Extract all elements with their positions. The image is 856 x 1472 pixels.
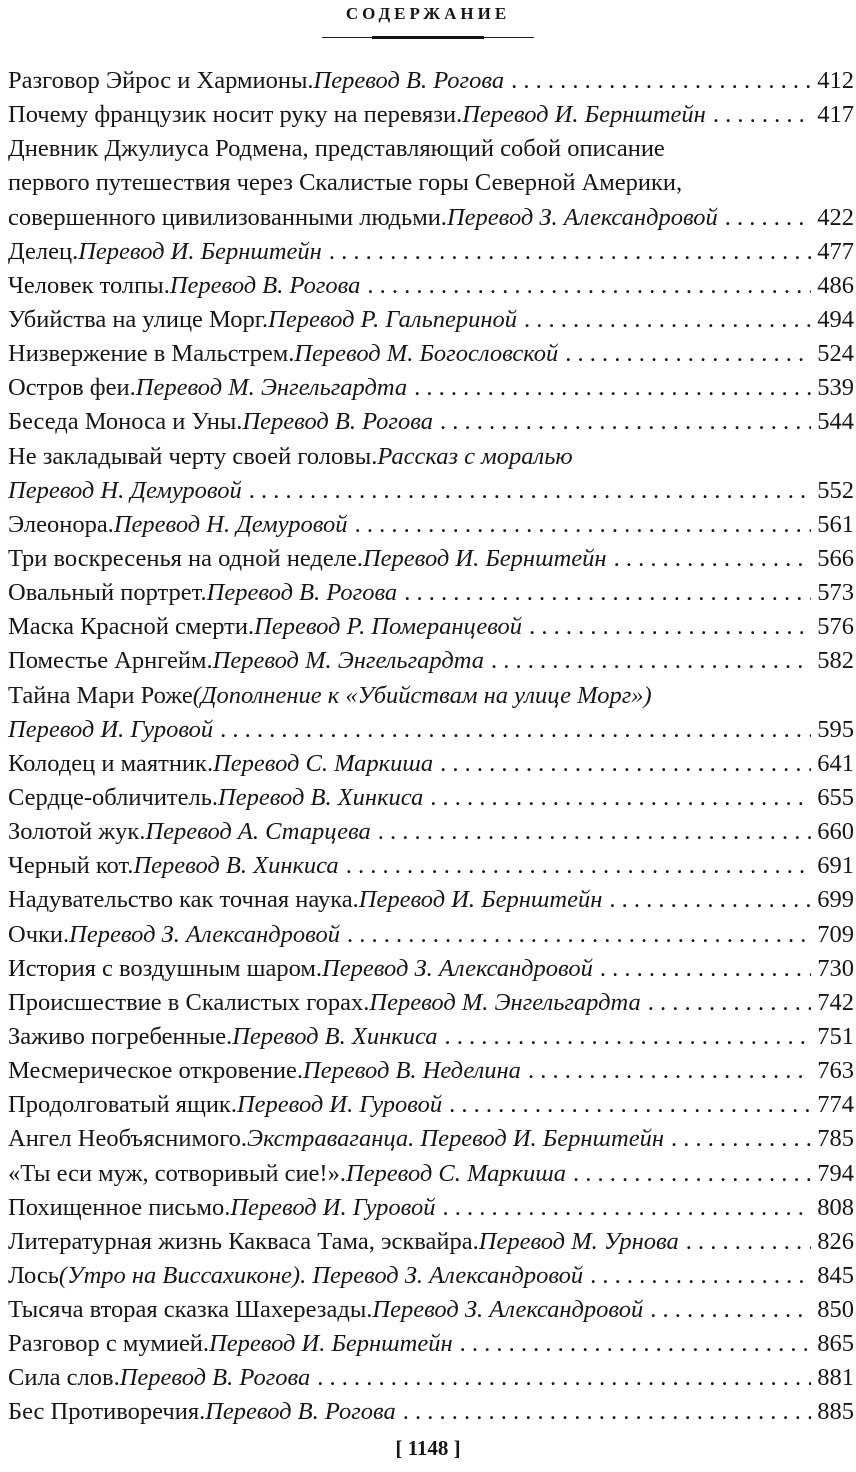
- toc-entry-title: Маска Красной смерти.: [8, 613, 255, 641]
- dot-leader: [524, 303, 811, 337]
- toc-entry[interactable]: [8, 303, 854, 337]
- toc-entry[interactable]: [8, 781, 854, 815]
- dot-leader: [648, 986, 812, 1020]
- toc-entry-page: 808: [817, 1193, 854, 1221]
- dot-leader: [590, 1259, 811, 1293]
- toc-line: [8, 1327, 854, 1361]
- toc-entry-translator: Перевод З. Александровой: [446, 203, 718, 231]
- toc-entry[interactable]: [8, 1225, 854, 1259]
- toc-line: [8, 303, 854, 337]
- dot-leader: [528, 1054, 811, 1088]
- toc-entry[interactable]: [8, 405, 854, 439]
- dot-leader: [609, 883, 811, 917]
- toc-entry-translator: Экстраваганца. Перевод И. Бернштейн: [247, 1125, 664, 1153]
- toc-line: [8, 405, 854, 439]
- toc-entry-title: Убийства на улице Морг.: [8, 305, 269, 333]
- toc-line: [8, 1054, 854, 1088]
- dot-leader: [511, 64, 811, 98]
- toc-line: [8, 440, 854, 474]
- toc-entry-title: Лось: [8, 1261, 59, 1289]
- page-number: [ 1148 ]: [395, 1436, 461, 1460]
- toc-entry-page: 699: [817, 886, 854, 914]
- dot-leader: [367, 269, 811, 303]
- toc-entry-translator: Перевод С. Маркиша: [213, 749, 434, 777]
- toc-line: [8, 679, 854, 713]
- toc-entry-translator: (Утро на Виссахиконе). Перевод З. Александровой: [58, 1261, 584, 1289]
- toc-line: [8, 235, 854, 269]
- toc-line: [8, 1122, 854, 1156]
- dot-leader: [565, 337, 811, 371]
- dot-leader: [650, 1293, 811, 1327]
- toc-entry[interactable]: [8, 132, 854, 234]
- toc-entry[interactable]: [8, 1157, 854, 1191]
- toc-entry-translator: Перевод М. Энгельгардта: [135, 374, 408, 402]
- dot-leader: [404, 576, 811, 610]
- toc-entry-translator: Перевод З. Александровой: [372, 1296, 644, 1324]
- table-of-contents: [8, 64, 854, 1430]
- dot-leader: [403, 1395, 811, 1429]
- toc-entry-translator: Перевод И. Гуровой: [8, 715, 214, 743]
- toc-line: [8, 98, 854, 132]
- toc-entry-page: 544: [817, 408, 854, 436]
- toc-entry-title: Бес Противоречия.: [8, 1398, 206, 1426]
- toc-line: [8, 610, 854, 644]
- toc-entry-translator: Перевод М. Энгельгардта: [369, 988, 641, 1016]
- toc-line: [8, 1259, 854, 1293]
- dot-leader: [329, 235, 811, 269]
- toc-entry[interactable]: [8, 644, 854, 678]
- toc-line: [8, 644, 854, 678]
- toc-entry-title: Происшествие в Скалистых горах.: [8, 988, 370, 1016]
- toc-entry-page: 794: [817, 1159, 854, 1187]
- dot-leader: [346, 849, 812, 883]
- toc-line: [8, 1088, 854, 1122]
- dot-leader: [249, 474, 812, 508]
- toc-line: [8, 815, 854, 849]
- toc-entry-translator: Перевод И. Бернштейн: [78, 237, 322, 265]
- toc-entry-page: 486: [817, 271, 854, 299]
- toc-entry-translator: Перевод З. Александровой: [322, 954, 593, 982]
- toc-entry-title: Ангел Необъяснимого.: [8, 1125, 248, 1153]
- toc-entry-title: Беседа Моноса и Уны.: [8, 408, 243, 436]
- dot-leader: [440, 747, 811, 781]
- toc-entry-title: Тысяча вторая сказка Шахерезады.: [8, 1296, 373, 1324]
- toc-entry-title: Поместье Арнгейм.: [8, 647, 213, 675]
- toc-line: [8, 132, 854, 166]
- dot-leader: [686, 1225, 812, 1259]
- toc-entry-page: 881: [817, 1364, 854, 1392]
- toc-entry[interactable]: [8, 1259, 854, 1293]
- toc-entry-translator: Перевод И. Гуровой: [236, 1091, 443, 1119]
- toc-entry-page: 885: [817, 1398, 854, 1426]
- toc-entry-translator: Перевод С. Маркиша: [345, 1159, 567, 1187]
- dot-leader: [443, 1191, 812, 1225]
- toc-entry[interactable]: [8, 98, 854, 132]
- toc-line: [8, 849, 854, 883]
- toc-entry-title: Литературная жизнь Какваса Тама, эсквайра.: [8, 1227, 479, 1255]
- toc-entry-title: «Ты еси муж, сотворивый сие!».: [8, 1159, 346, 1187]
- toc-entry[interactable]: [8, 1122, 854, 1156]
- toc-entry[interactable]: [8, 1293, 854, 1327]
- toc-entry-page: 751: [817, 1022, 854, 1050]
- toc-line: [8, 747, 854, 781]
- toc-line: [8, 269, 854, 303]
- toc-entry-page: 742: [817, 988, 854, 1016]
- toc-line: [8, 1157, 854, 1191]
- toc-entry[interactable]: [8, 269, 854, 303]
- dot-leader: [355, 508, 812, 542]
- toc-entry[interactable]: [8, 508, 854, 542]
- toc-line: [8, 371, 854, 405]
- toc-line: [8, 542, 854, 576]
- toc-entry[interactable]: [8, 849, 854, 883]
- toc-line: [8, 64, 854, 98]
- toc-entry-translator: Рассказ с моралью: [377, 442, 573, 470]
- toc-line: [8, 952, 854, 986]
- toc-line: [8, 1191, 854, 1225]
- toc-entry-page: 494: [817, 305, 854, 333]
- toc-entry-title: Почему французик носит руку на перевязи.: [8, 101, 463, 129]
- toc-entry-title: Сердце-обличитель.: [8, 783, 219, 811]
- toc-entry-page: 412: [817, 67, 854, 94]
- toc-entry-title: Очки.: [8, 920, 70, 948]
- toc-entry-title: Не закладывай черту своей головы.: [8, 442, 378, 470]
- dot-leader: [600, 952, 811, 986]
- toc-entry[interactable]: [8, 1327, 854, 1361]
- toc-line: [8, 713, 854, 747]
- toc-entry-page: 552: [817, 476, 854, 504]
- toc-entry-page: 539: [817, 374, 854, 402]
- dot-leader: [614, 542, 812, 576]
- toc-entry-page: 865: [817, 1330, 854, 1358]
- toc-line: [8, 166, 854, 200]
- dot-leader: [460, 1327, 812, 1361]
- toc-entry-translator: Перевод В. Рогова: [119, 1364, 311, 1392]
- toc-entry-translator: Перевод М. Богословской: [294, 340, 559, 368]
- toc-entry-translator: Перевод Р. Гальпериной: [268, 305, 518, 333]
- toc-entry-title: Похищенное письмо.: [8, 1193, 231, 1221]
- toc-entry-page: 730: [817, 954, 854, 982]
- toc-entry-page: 826: [817, 1227, 854, 1255]
- toc-entry-page: 785: [817, 1125, 854, 1153]
- toc-entry-translator: Перевод И. Бернштейн: [209, 1330, 453, 1358]
- toc-entry-page: 561: [817, 510, 854, 538]
- dot-leader: [430, 781, 811, 815]
- toc-line: [8, 1361, 854, 1395]
- toc-entry-page: 845: [817, 1261, 854, 1289]
- toc-entry[interactable]: [8, 815, 854, 849]
- toc-entry[interactable]: [8, 1191, 854, 1225]
- toc-entry-title: Остров феи.: [8, 374, 136, 402]
- toc-entry-title: Заживо погребенные.: [8, 1022, 233, 1050]
- toc-entry[interactable]: [8, 610, 854, 644]
- toc-entry-title: Человек толпы.: [8, 271, 170, 299]
- toc-entry-translator: Перевод М. Энгельгардта: [212, 647, 484, 675]
- toc-entry-translator: Перевод М. Урнова: [478, 1227, 679, 1255]
- toc-entry[interactable]: [8, 235, 854, 269]
- toc-line: [8, 986, 854, 1020]
- toc-entry-title: Колодец и маятник.: [8, 749, 214, 777]
- toc-entry-title: Элеонора.: [8, 510, 114, 538]
- toc-line: [8, 1395, 854, 1429]
- toc-entry-translator: Перевод В. Рогова: [242, 408, 433, 436]
- toc-entry-title: Дневник Джулиуса Родмена, представляющий собой описание: [8, 135, 665, 163]
- page-title: СОДЕРЖАНИЕ: [345, 4, 511, 23]
- toc-entry-title: Месмерическое откровение.: [8, 1057, 304, 1085]
- toc-entry-page: 524: [817, 340, 854, 368]
- toc-line: [8, 883, 854, 917]
- toc-entry[interactable]: [8, 371, 854, 405]
- toc-entry-translator: (Дополнение к «Убийствам на улице Морг»): [192, 681, 652, 709]
- toc-entry[interactable]: [8, 64, 854, 98]
- toc-entry[interactable]: [8, 1088, 854, 1122]
- dot-leader: [573, 1157, 811, 1191]
- toc-entry[interactable]: [8, 952, 854, 986]
- toc-entry-translator: Перевод И. Бернштейн: [358, 886, 603, 914]
- toc-entry-title: Овальный портрет.: [8, 579, 207, 607]
- toc-line: [8, 337, 854, 371]
- dot-leader: [317, 1361, 811, 1395]
- toc-entry-translator: Перевод В. Хинкиса: [218, 783, 424, 811]
- toc-entry-page: 709: [817, 920, 854, 948]
- toc-line: [8, 201, 854, 235]
- toc-entry-translator: Перевод А. Старцева: [145, 818, 371, 846]
- toc-entry-translator: Перевод В. Хинкиса: [232, 1022, 438, 1050]
- toc-entry-title: История с воздушным шаром.: [8, 954, 323, 982]
- dot-leader: [491, 644, 811, 678]
- toc-entry-translator: Перевод В. Хинкиса: [133, 852, 339, 880]
- toc-entry[interactable]: [8, 918, 854, 952]
- dot-leader: [529, 610, 811, 644]
- dot-leader: [449, 1088, 811, 1122]
- toc-entry-translator: Перевод В. Рогова: [205, 1398, 396, 1426]
- toc-entry[interactable]: [8, 986, 854, 1020]
- toc-entry-translator: Перевод В. Неделина: [303, 1057, 521, 1085]
- toc-entry-title: Черный кот.: [8, 852, 134, 880]
- toc-entry-page: 660: [817, 818, 854, 846]
- toc-entry[interactable]: [8, 883, 854, 917]
- toc-entry-page: 417: [817, 101, 854, 129]
- dot-leader: [378, 815, 812, 849]
- toc-entry[interactable]: [8, 679, 854, 747]
- dot-leader: [220, 713, 811, 747]
- toc-entry[interactable]: [8, 747, 854, 781]
- dot-leader: [671, 1122, 811, 1156]
- toc-entry-title: Разговор Эйрос и Хармионы.: [8, 67, 314, 94]
- toc-entry-title: Продолговатый ящик.: [8, 1091, 237, 1119]
- toc-entry[interactable]: [8, 1054, 854, 1088]
- toc-line: [8, 1225, 854, 1259]
- toc-line: [8, 781, 854, 815]
- toc-entry-translator: Перевод И. Бернштейн: [462, 101, 706, 129]
- toc-entry-page: 655: [817, 783, 854, 811]
- toc-entry[interactable]: [8, 1020, 854, 1054]
- toc-entry[interactable]: [8, 542, 854, 576]
- toc-entry-title: Золотой жук.: [8, 818, 146, 846]
- toc-entry-translator: Перевод В. Рогова: [169, 271, 361, 299]
- toc-entry-page: 641: [817, 749, 854, 777]
- toc-entry-title: совершенного цивилизованными людьми.: [8, 203, 447, 231]
- toc-entry-title: Сила слов.: [8, 1364, 120, 1392]
- toc-entry-page: 477: [817, 237, 854, 265]
- dot-leader: [444, 1020, 811, 1054]
- toc-line: [8, 1293, 854, 1327]
- toc-entry-title: Разговор с мумией.: [8, 1330, 210, 1358]
- toc-entry-translator: Перевод З. Александровой: [69, 920, 340, 948]
- toc-entry-translator: Перевод Н. Демуровой: [113, 510, 348, 538]
- toc-entry-title: Три воскресенья на одной неделе.: [8, 544, 363, 572]
- toc-entry-page: 582: [817, 647, 854, 675]
- toc-entry[interactable]: [8, 337, 854, 371]
- toc-entry-title: первого путешествия через Скалистые горы Северной Америки,: [8, 169, 683, 197]
- header-rule-thick: [372, 36, 484, 39]
- toc-entry-title: Делец.: [8, 237, 79, 265]
- toc-line: [8, 918, 854, 952]
- toc-entry-page: 850: [817, 1296, 854, 1324]
- toc-entry[interactable]: [8, 576, 854, 610]
- toc-entry-title: Надувательство как точная наука.: [8, 886, 359, 914]
- toc-entry-page: 774: [817, 1091, 854, 1119]
- dot-leader: [414, 371, 811, 405]
- toc-entry[interactable]: [8, 1361, 854, 1395]
- toc-entry-page: 573: [817, 579, 854, 607]
- toc-entry-translator: Перевод Н. Демуровой: [8, 476, 242, 504]
- dot-leader: [713, 98, 811, 132]
- toc-entry-page: 595: [817, 715, 854, 743]
- toc-entry-translator: Перевод В. Рогова: [313, 67, 505, 94]
- toc-entry-title: Низвержение в Мальстрем.: [8, 340, 295, 368]
- toc-entry-page: 422: [817, 203, 854, 231]
- toc-entry[interactable]: [8, 440, 854, 508]
- toc-entry-translator: Перевод Р. Померанцевой: [254, 613, 523, 641]
- toc-line: [8, 1020, 854, 1054]
- toc-line: [8, 474, 854, 508]
- toc-entry-page: 566: [817, 544, 854, 572]
- toc-entry-title: Тайна Мари Роже: [8, 681, 193, 709]
- dot-leader: [725, 201, 811, 235]
- toc-entry[interactable]: [8, 1395, 854, 1429]
- toc-line: [8, 508, 854, 542]
- toc-entry-translator: Перевод В. Рогова: [206, 579, 398, 607]
- toc-entry-translator: Перевод И. Гуровой: [230, 1193, 436, 1221]
- dot-leader: [440, 405, 811, 439]
- toc-entry-page: 691: [817, 852, 854, 880]
- toc-entry-page: 576: [817, 613, 854, 641]
- toc-entry-page: 763: [817, 1057, 854, 1085]
- toc-line: [8, 576, 854, 610]
- toc-entry-translator: Перевод И. Бернштейн: [362, 544, 607, 572]
- dot-leader: [347, 918, 811, 952]
